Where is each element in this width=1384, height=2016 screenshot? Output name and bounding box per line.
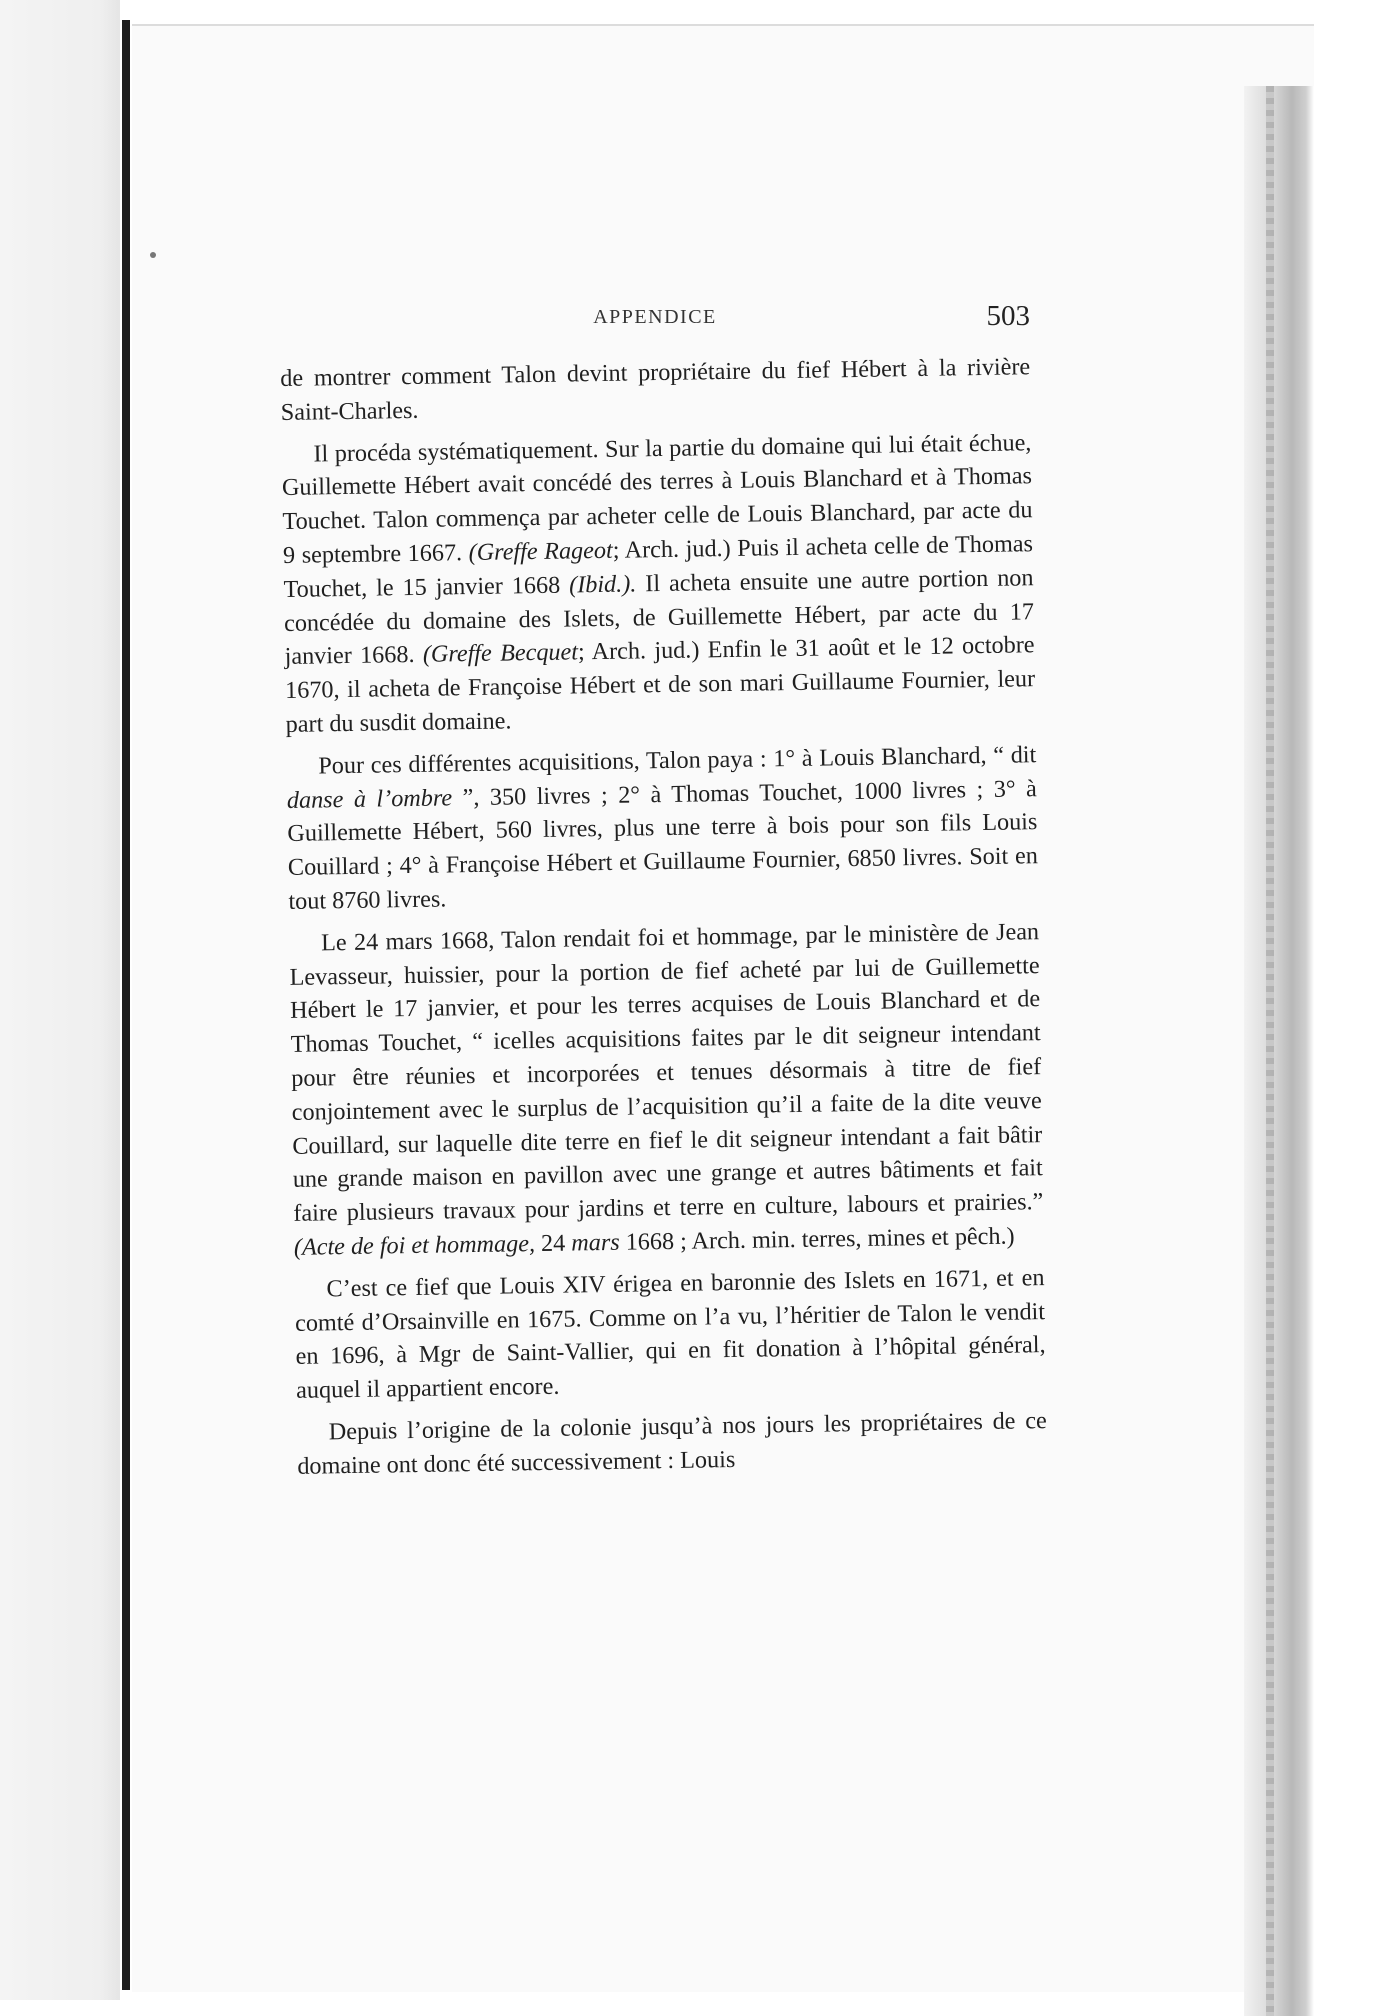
text-run: ”, 350 livres ; 2° à Thomas Touchet, 1000 livres ; 3° à Guillemette Hébert, 560 livres, plus une terre à bois pour son fils Louis Couillard ; 4° à Françoise Hébert et Guillaume Fournier, 6850 livres. Soit en tout 8760 livres. — [287, 774, 1039, 915]
text-run: ; Arch. jud.) Puis il acheta celle de Thomas Touchet, le 15 janvier 1668 — [283, 530, 1034, 603]
italic-citation: (Ibid.). — [568, 570, 637, 599]
body-text — [280, 350, 1048, 1483]
text-run: Il procéda systématiquement. Sur la partie du domaine qui lui était échue, Guillemette Hébert avait concédé des terres à Louis Blanchard et à Thomas Touchet. Talon commença par acheter celle de Louis Blanchard, par acte du 9 septembre 1667. — [281, 428, 1033, 569]
text-run: de montrer comment Talon devint propriétaire du fief Hébert à la rivière Saint-Charles. — [280, 353, 1031, 426]
page-number: 503 — [986, 300, 1030, 332]
paragraph — [294, 1261, 1046, 1408]
book-binding-edge — [122, 20, 130, 1990]
paragraph — [289, 915, 1044, 1265]
text-run: Pour ces différentes acquisitions, Talon paya : 1° à Louis Blanchard, “ dit — [318, 740, 1037, 780]
text-run: Le 24 mars 1668, Talon rendait foi et hommage, par le ministère de Jean Levasseur, huissier, pour la portion de fief acheté par lui de Guillemette Hébert le 17 janvier, et pour les terres acquises de Louis Blanchard et de Thomas Touchet, “ icelles acquisitions faites par le dit seigneur intendant pour être réunies et incorporées et tenues désormais à titre de fief conjointement avec le surplus de l’acquisition qu’il a faite de la dite veuve Couillard, sur laquelle dite terre en fief le dit seigneur intendant a fait bâtir une grande maison en pavillon avec une grange et autres bâtiments et fait faire plusieurs travaux pour jardins et terre en culture, labours et prairies.” — [289, 917, 1044, 1228]
text-run: Depuis l’origine de la colonie jusqu’à nos jours les propriétaires de ce domaine ont donc été successivement : Louis — [297, 1406, 1047, 1480]
paragraph — [281, 426, 1036, 742]
italic-citation: (Acte de foi et hommage, — [293, 1230, 536, 1261]
italic-citation: (Greffe Becquet — [422, 638, 579, 669]
scan-speck — [150, 252, 156, 258]
italic-phrase: danse à l’ombre — [286, 783, 453, 814]
text-run: 1668 ; Arch. min. terres, mines et pêch.) — [619, 1222, 1015, 1256]
paragraph — [280, 350, 1031, 429]
scan-background-left — [0, 0, 120, 2000]
running-title: APPENDICE — [593, 306, 717, 328]
running-head — [280, 300, 1030, 350]
text-run: Il acheta ensuite une autre portion non concédée du domaine des Islets, de Guillemette Hébert, par acte du 17 janvier 1668. — [283, 563, 1035, 671]
page-stack-strip — [1266, 86, 1274, 2016]
paragraph — [297, 1404, 1048, 1483]
page-stack-edge — [1244, 86, 1314, 2016]
italic-citation: (Greffe Rageot — [468, 536, 613, 567]
paragraph — [286, 738, 1039, 919]
text-run: ; Arch. jud.) Enfin le 31 août et le 12 octobre 1670, il acheta de Françoise Hébert et de son mari Guillaume Fournier, leur part du susdit domaine. — [284, 631, 1036, 738]
italic-citation: mars — [571, 1228, 620, 1257]
text-run: C’est ce fief que Louis XIV érigea en baronnie des Islets en 1671, et en comté d’Orsainville en 1675. Comme on l’a vu, l’héritier de Talon le vendit en 1696, à Mgr de Saint-Vallier, qui en fit donation à l’hôpital général, auquel il appartient encore. — [294, 1263, 1046, 1404]
text-run: 24 — [534, 1229, 572, 1258]
